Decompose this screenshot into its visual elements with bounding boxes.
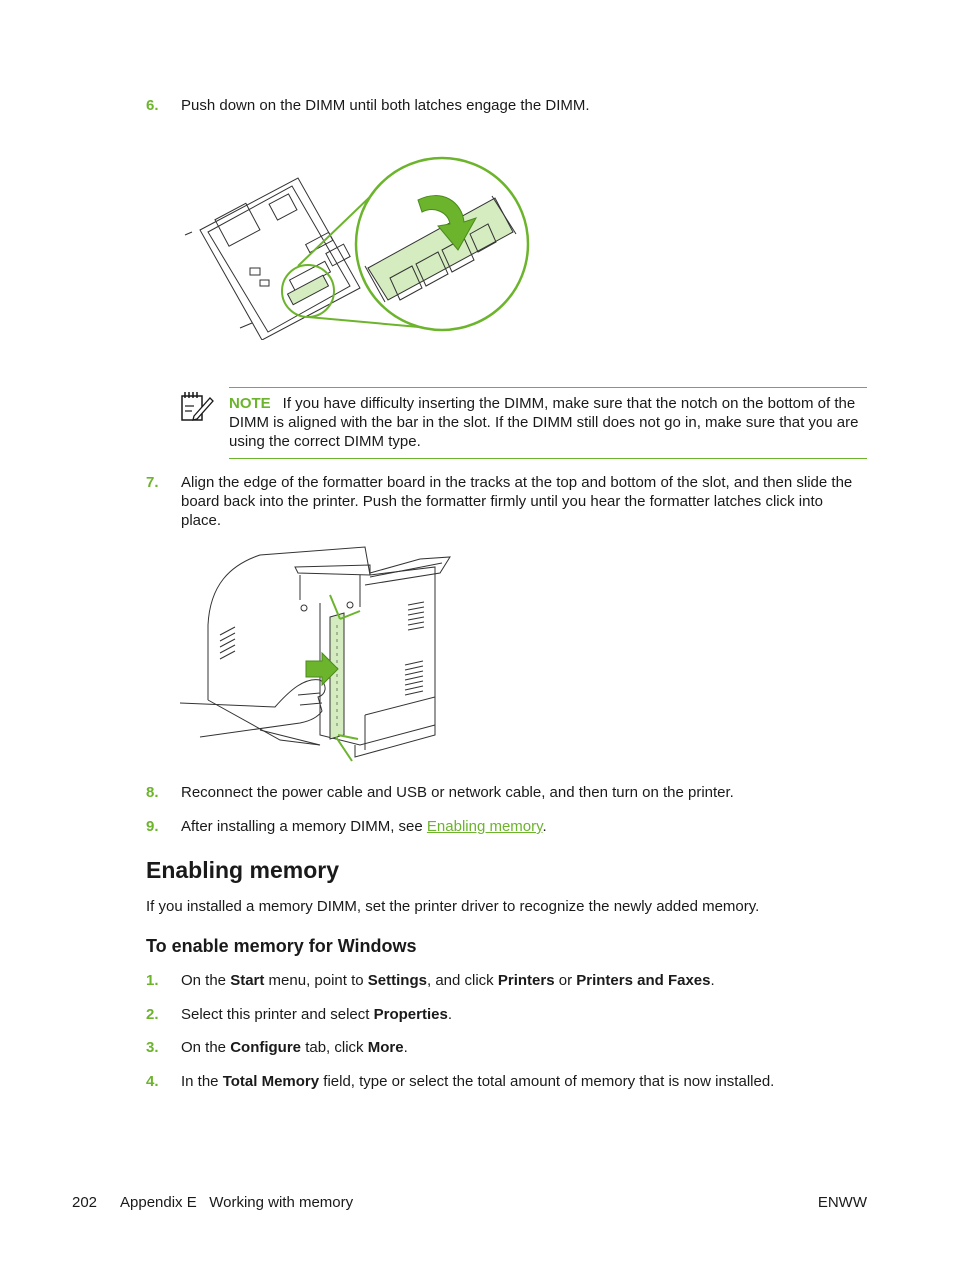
step-text-part: . <box>710 972 715 989</box>
step-text <box>181 817 867 836</box>
step-text-part: . <box>447 1006 452 1023</box>
step-number: 9. <box>146 818 159 835</box>
section-title: Enabling memory <box>146 857 339 883</box>
step-text: Align the edge of the formatter board in the tracks at the top and bottom of the slot, and then slide the board back into the printer. Push the formatter firmly until you hear the formatter latches click into place. <box>181 474 853 529</box>
dimm-install-illustration <box>180 150 540 340</box>
step-number: 8. <box>146 784 159 801</box>
step-text-part: tab, click <box>301 1039 368 1056</box>
step-text-after: . <box>542 818 547 835</box>
step-number: 4. <box>146 1073 159 1090</box>
note-text <box>229 394 867 451</box>
note-body: If you have difficulty inserting the DIMM, make sure that the notch on the bottom of the DIMM is aligned with the bar in the slot. If the DIMM still does not go in, make sure that you are using the correct DIMM type. <box>229 395 859 450</box>
enabling-memory-link[interactable]: Enabling memory <box>426 818 543 835</box>
step-text-part: On the <box>181 1039 231 1056</box>
formatter-insert-illustration <box>180 545 455 767</box>
step-number: 1. <box>146 972 159 989</box>
step-number: 7. <box>146 474 159 491</box>
ui-term: Printers and Faxes <box>576 972 711 989</box>
step-text-part: On the <box>181 972 231 989</box>
ui-term: Settings <box>367 972 427 989</box>
note-bottom-rule <box>229 458 867 459</box>
step-text-part: . <box>403 1039 408 1056</box>
step-text <box>181 971 867 990</box>
page-number: 202 <box>72 1194 98 1211</box>
note-icon <box>180 390 214 422</box>
step-text-before: After installing a memory DIMM, see <box>181 818 427 835</box>
ui-term: Total Memory <box>222 1073 320 1090</box>
footer-chapter: Appendix E Working with memory <box>120 1194 354 1211</box>
ui-term: Printers <box>497 972 555 989</box>
ui-term: Start <box>230 972 265 989</box>
step-text-part: or <box>554 972 577 989</box>
step-text <box>181 1072 867 1091</box>
note-top-rule <box>229 387 867 388</box>
footer-right: ENWW <box>817 1194 867 1211</box>
step-number: 6. <box>146 97 159 114</box>
ui-term: Properties <box>373 1006 448 1023</box>
step-text: Reconnect the power cable and USB or network cable, and then turn on the printer. <box>181 784 734 801</box>
ui-term: More <box>367 1039 404 1056</box>
step-text-part: In the <box>181 1073 223 1090</box>
step-text-part: menu, point to <box>264 972 368 989</box>
ui-term: Configure <box>230 1039 302 1056</box>
step-number: 3. <box>146 1039 159 1056</box>
step-text <box>181 1005 867 1024</box>
section-intro: If you installed a memory DIMM, set the printer driver to recognize the newly added memory. <box>146 898 760 915</box>
note-label: NOTE <box>229 395 271 412</box>
step-text-part: , and click <box>426 972 498 989</box>
step-text: Push down on the DIMM until both latches engage the DIMM. <box>181 97 590 114</box>
subsection-title: To enable memory for Windows <box>146 936 417 956</box>
step-text-part: Select this printer and select <box>181 1006 374 1023</box>
step-number: 2. <box>146 1006 159 1023</box>
step-text <box>181 1038 867 1057</box>
step-text-part: field, type or select the total amount of memory that is now installed. <box>319 1073 775 1090</box>
